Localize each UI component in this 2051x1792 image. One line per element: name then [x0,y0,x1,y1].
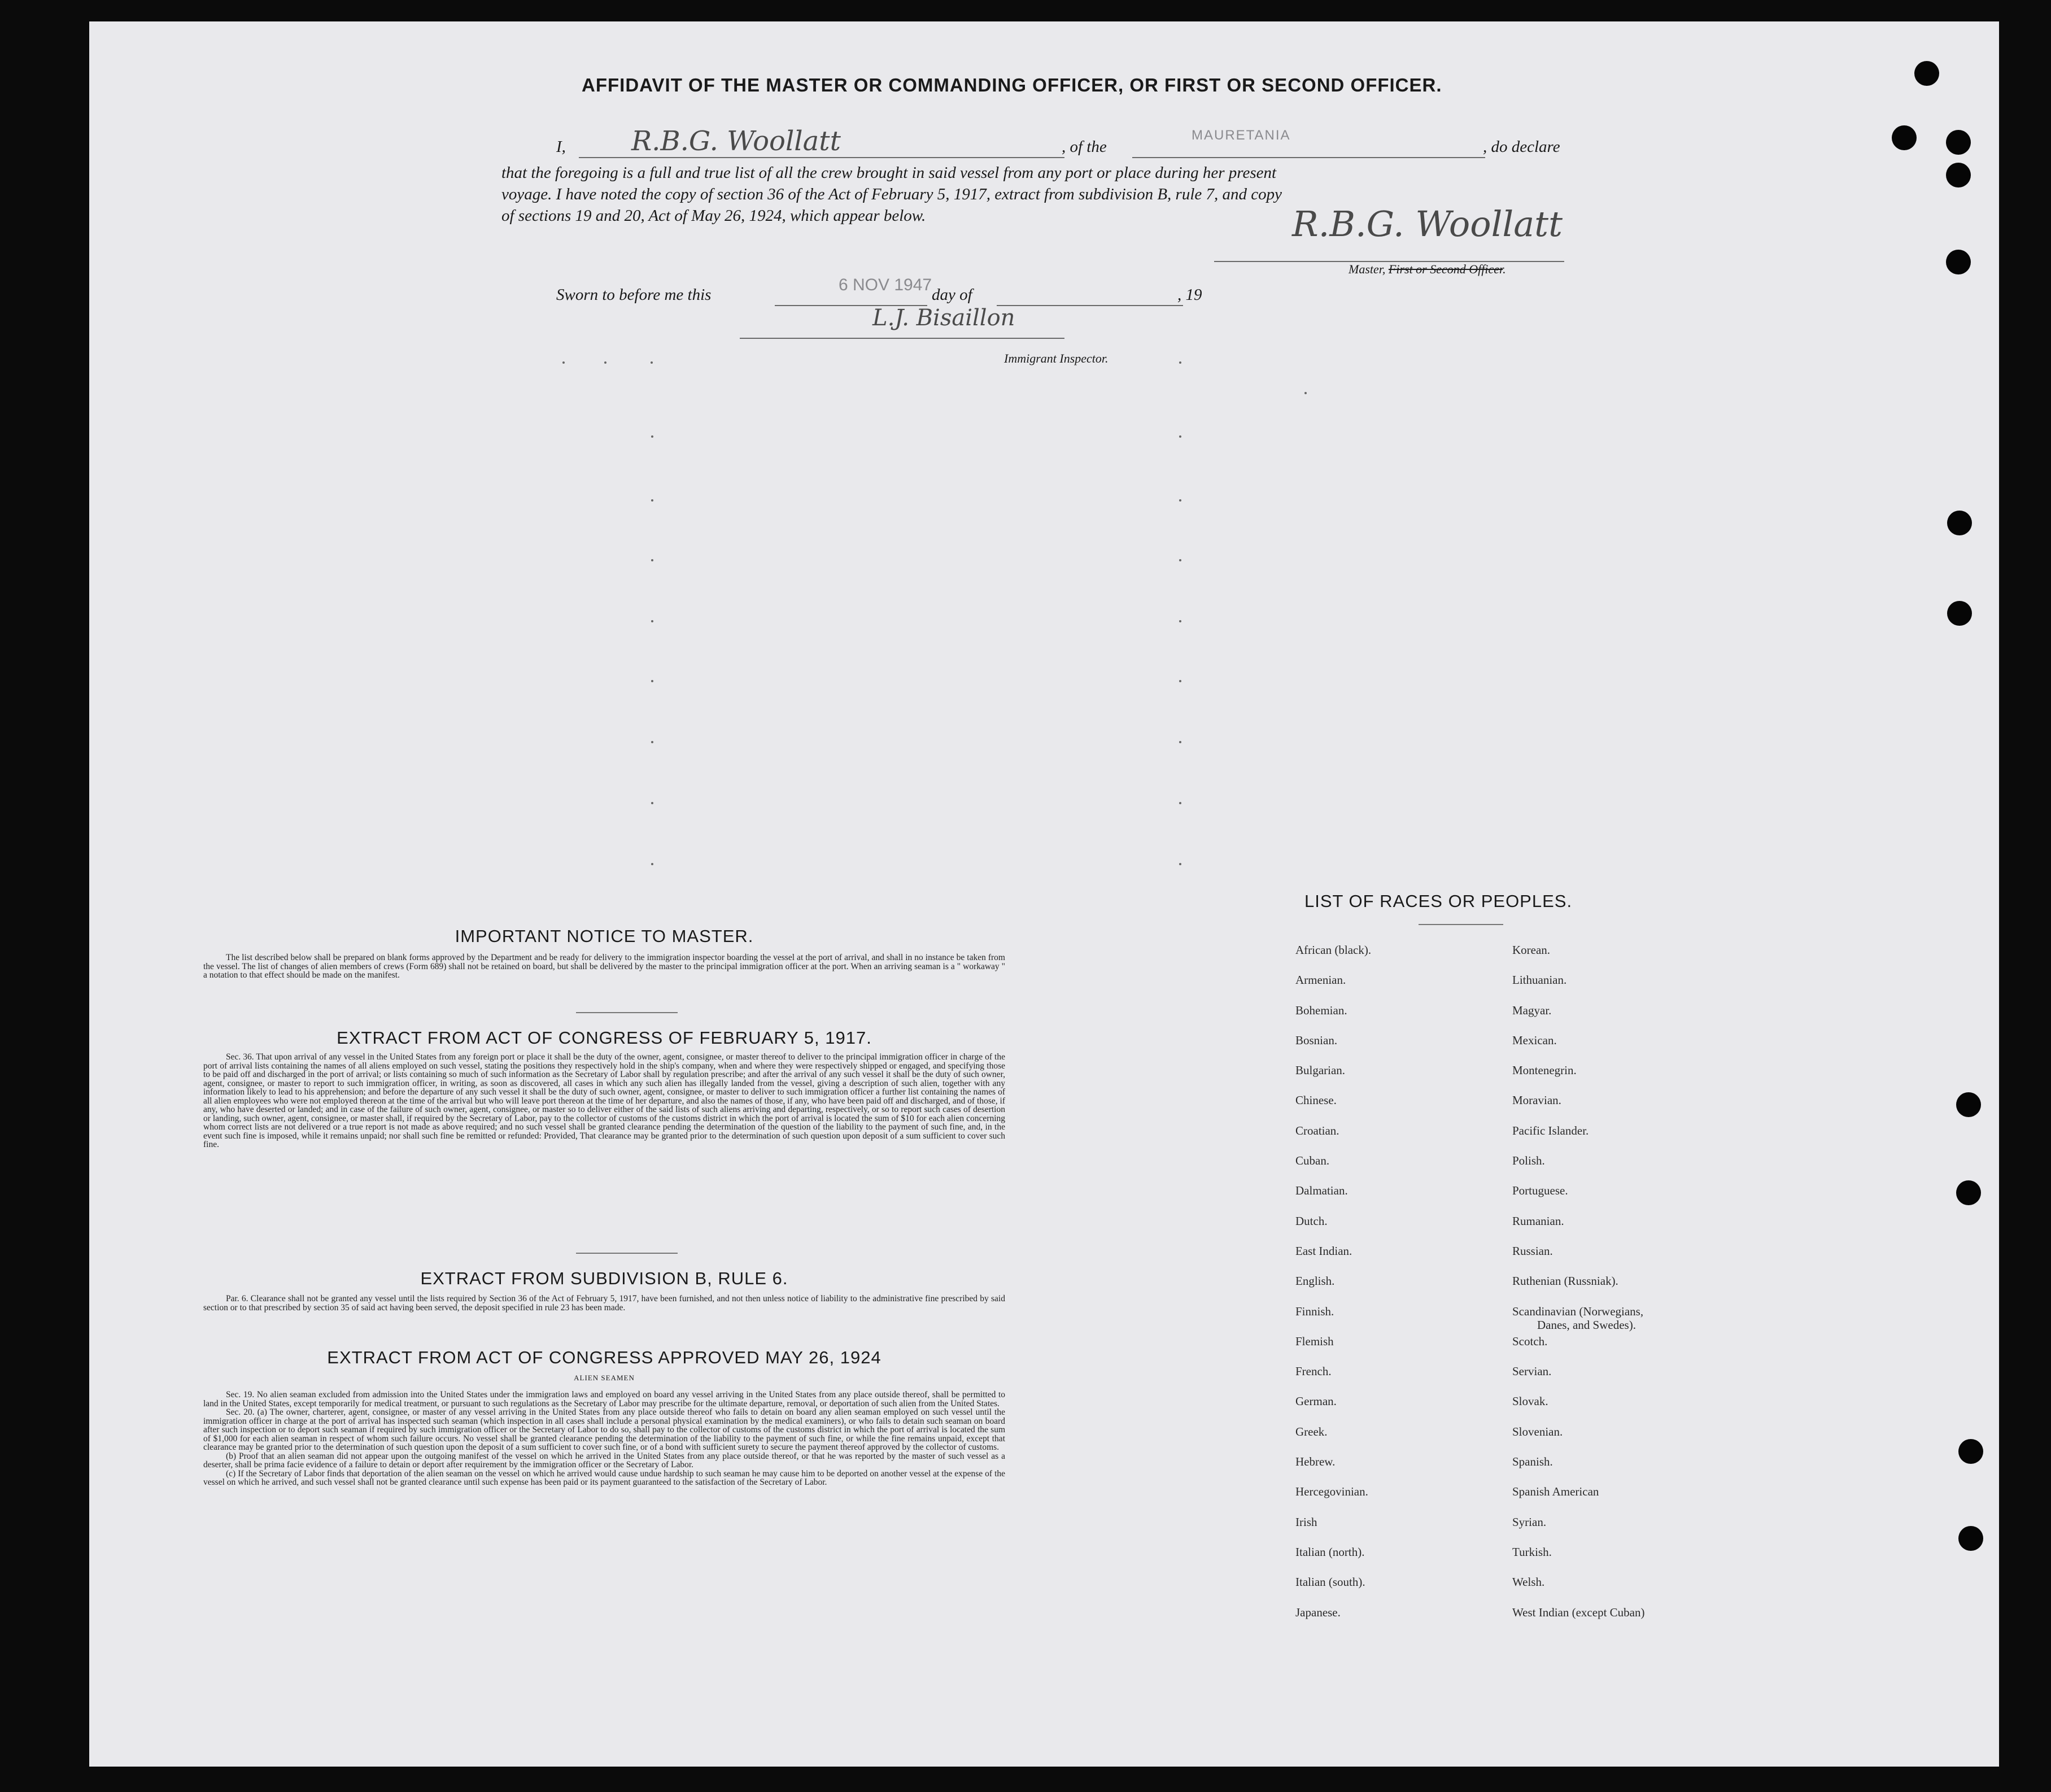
race-item [1295,1606,1371,1636]
master-signature-handwriting: R.B.G. Woollatt [1292,203,1563,245]
signatory-name-handwriting: R.B.G. Woollatt [631,125,841,157]
race-label: East Indian. [1295,1244,1352,1258]
master-title [1349,262,1506,277]
leader-dot [1179,499,1181,502]
notice-paragraph: The list described below shall be prepared on blank forms approved by the Department and be ready for delivery to the immigration inspector boarding the vessel at the port of arrival, and shall in no instance be taken from the vessel. The list of changes of alien members of crews (Form 689) shall not be retained on board, but shall be delivered by the master to the principal immigration officer at the port. When an arriving seaman is a " workaway " a notation to that effect should be made on the manifest. [203,953,1005,980]
race-label: French. [1295,1364,1332,1379]
extract-1924-heading: EXTRACT FROM ACT OF CONGRESS APPROVED MAY 26, 1924 [327,1348,882,1367]
race-item [1512,1364,1644,1394]
affidavit-title: AFFIDAVIT OF THE MASTER OR COMMANDING OFFICER, OR FIRST OR SECOND OFFICER. [582,75,1442,95]
punch-hole [1956,1092,1981,1117]
inspector-signature-line [740,338,1064,339]
race-label: Finnish. [1295,1304,1334,1318]
punch-hole [1892,125,1917,150]
leader-dot [1179,435,1181,438]
race-item [1512,1034,1644,1063]
race-label: Irish [1295,1515,1317,1529]
race-item [1295,1545,1371,1575]
race-item [1295,1425,1371,1455]
race-label: Hebrew. [1295,1455,1336,1469]
race-item [1295,943,1371,973]
race-label: Italian (south). [1295,1575,1365,1589]
race-label: Slovak. [1512,1394,1548,1409]
race-item [1512,1575,1644,1605]
leader-dot [651,361,653,364]
leader-dot [1179,802,1181,804]
punch-hole [1958,1526,1983,1551]
of-the-label: , of the [1062,138,1107,156]
leader-dot [651,863,653,865]
race-label: Magyar. [1512,1003,1552,1017]
race-item [1512,1545,1644,1575]
leader-dot [651,435,653,438]
race-label: Pacific Islander. [1512,1123,1589,1137]
sworn-label: Sworn to before me this [556,286,712,304]
race-label-continuation: Danes, and Swedes). [1537,1318,1636,1332]
race-item [1512,1305,1644,1335]
race-label: West Indian (except Cuban) [1512,1605,1645,1619]
punch-hole [1947,511,1972,535]
race-label: African (black). [1295,943,1372,957]
race-item [1512,1485,1644,1515]
notice-text [203,953,1005,980]
race-item [1295,1305,1371,1335]
race-label: Lithuanian. [1512,973,1567,987]
races-column-2 [1512,943,1644,1636]
day-of-label: day of [932,286,972,304]
punch-hole [1946,163,1971,188]
sec-20a-paragraph: Sec. 20. (a) The owner, charterer, agent, consignee, or master of any vessel arriving in the United States from any place outside thereof who fails to detain on board any alien seaman employed on such vessel until the immigration officer in charge at the port of arrival has inspected such seaman (which inspection in all cases shall include a personal physical examination by the medical examiners), or who fails to detain such seaman on board after such inspection or to deport such seaman if required by such immigration officer or the Secretary of Labor to do so, shall pay to the collector of customs of the customs district in which the port of arrival is located the sum of $1,000 for each alien seaman in respect of whom such failure occurs. No vessel shall be granted clearance pending the determination of the liability to the payment of such fine, or while the fine remains unpaid, except that clearance may be granted prior to the determination of such question upon the deposit of a sum sufficient to cover such fine, or of a bond with sufficient surety to secure the payment thereof approved by the collector of customs. [203,1407,1005,1452]
race-label: Syrian. [1512,1515,1547,1529]
extract-1924-text [203,1390,1005,1487]
race-item [1295,1364,1371,1394]
race-label: Portuguese. [1512,1184,1568,1198]
extract-rule6-heading: EXTRACT FROM SUBDIVISION B, RULE 6. [420,1268,788,1288]
race-item [1512,1004,1644,1034]
race-item [1295,1335,1371,1364]
race-label: Cuban. [1295,1154,1330,1168]
races-title: LIST OF RACES OR PEOPLES. [1304,891,1573,911]
race-item [1295,1124,1371,1154]
do-declare-label: , do declare [1483,138,1560,156]
leader-dot [1304,392,1307,394]
leader-dot [1179,620,1181,622]
race-item [1295,1063,1371,1093]
leader-dot [651,680,653,682]
race-item [1295,1034,1371,1063]
race-item [1512,1606,1644,1636]
race-item [1512,1093,1644,1123]
race-label: Slovenian. [1512,1424,1563,1438]
race-label: German. [1295,1394,1337,1409]
race-item [1512,973,1644,1003]
race-item [1512,1244,1644,1274]
leader-dot [1179,863,1181,865]
race-item [1295,1214,1371,1244]
inspector-signature-handwriting: L.J. Bisaillon [872,305,1015,331]
race-item [1512,1515,1644,1545]
race-label: Spanish American [1512,1485,1599,1499]
extract-rule6-paragraph: Par. 6. Clearance shall not be granted any vessel until the lists required by Section 36 of the Act of February 5, 1917, have been furnished, and not then unless notice of liability to the administrative fine prescribed by said section or to that prescribed by section 35 of said act having been served, the deposit specified in rule 23 has been made. [203,1294,1005,1313]
race-label: Welsh. [1512,1575,1545,1589]
race-label: Rumanian. [1512,1214,1564,1228]
sec-19-paragraph: Sec. 19. No alien seaman excluded from admission into the United States under the immigration laws and employed on board any vessel arriving in the United States from any place outside thereof, shall be permitted to land in the United States, except temporarily for medical treatment, or pursuant to such regulations as the Secretary of Labor may prescribe for the ultimate departure, removal, or deportation of such alien from the United States. [203,1390,1005,1409]
race-item [1512,1425,1644,1455]
race-item [1512,1455,1644,1485]
vessel-fill-line [1132,157,1485,158]
vessel-name-stamp: MAURETANIA [1192,128,1291,143]
leader-dot [1179,741,1181,743]
race-label: Dalmatian. [1295,1184,1348,1198]
extract-1917-text [203,1053,1005,1149]
race-item [1512,1063,1644,1093]
race-item [1295,1244,1371,1274]
section-separator [576,1253,678,1254]
extract-1917-heading: EXTRACT FROM ACT OF CONGRESS OF FEBRUARY 5, 1917. [337,1028,872,1048]
year-prefix-label: , 19 [1177,286,1202,304]
race-item [1295,1154,1371,1184]
race-label: Polish. [1512,1154,1545,1168]
struck-officer-label: First or Second Officer [1388,262,1503,276]
race-item [1512,1394,1644,1424]
extract-rule6-text [203,1294,1005,1312]
race-label: Greek. [1295,1424,1328,1438]
race-label: Turkish. [1512,1545,1552,1559]
master-label: Master, [1349,262,1386,276]
race-label: Bulgarian. [1295,1063,1346,1078]
punch-hole [1958,1439,1983,1464]
race-label: Russian. [1512,1244,1553,1258]
sec-20c-paragraph: (c) If the Secretary of Labor finds that deportation of the alien seaman on the vessel on which he arrived would cause undue hardship to such seaman he may cause him to be deported on another vessel at the expense of the vessel on which he arrived, and such vessel shall not be granted clearance until such expense has been paid or its payment guaranteed to the satisfaction of the Secretary of Labor. [203,1468,1005,1487]
races-title-rule [1419,924,1503,925]
leader-dot [562,361,565,364]
affidavit-body-line-3: of sections 19 and 20, Act of May 26, 1924, which appear below. [501,207,926,225]
race-label: Scandinavian (Norwegians, [1512,1304,1644,1318]
race-label: Ruthenian (Russniak). [1512,1274,1618,1288]
race-label: Mexican. [1512,1033,1557,1047]
race-label: Bohemian. [1295,1003,1347,1017]
inspector-title: Immigrant Inspector. [1004,351,1109,365]
race-label: Korean. [1512,943,1551,957]
leader-dot [1179,559,1181,561]
leader-dot [1179,361,1181,364]
affidavit-body-line-1: that the foregoing is a full and true list of all the crew brought in said vessel from any port or place during her present [501,164,1277,182]
race-item [1512,1335,1644,1364]
race-item [1295,1274,1371,1304]
race-label: Moravian. [1512,1093,1561,1108]
race-item [1295,1575,1371,1605]
month-fill-line [997,305,1183,306]
punch-hole [1956,1180,1981,1205]
race-item [1295,973,1371,1003]
leader-dot [651,620,653,622]
affidavit-body-line-2: voyage. I have noted the copy of section 36 of the Act of February 5, 1917, extract from subdivision B, rule 7, and copy [501,185,1282,203]
leader-dot [651,741,653,743]
leader-dot [604,361,606,364]
punch-hole [1946,130,1971,155]
race-label: Flemish [1295,1334,1334,1348]
affidavit-pronoun: I, [556,138,566,156]
race-item [1512,1214,1644,1244]
race-item [1512,1124,1644,1154]
race-label: Spanish. [1512,1455,1553,1469]
race-item [1295,1004,1371,1034]
race-item [1295,1394,1371,1424]
race-item [1295,1515,1371,1545]
race-label: Croatian. [1295,1123,1339,1137]
race-label: Montenegrin. [1512,1063,1577,1078]
race-item [1512,1184,1644,1214]
race-label: Servian. [1512,1364,1552,1379]
leader-dot [651,559,653,561]
punch-hole [1946,250,1971,274]
race-item [1295,1184,1371,1214]
race-label: Italian (north). [1295,1545,1365,1559]
race-label: Chinese. [1295,1093,1337,1108]
race-item [1295,1455,1371,1485]
master-period: . [1503,262,1506,276]
race-item [1295,1093,1371,1123]
notice-heading: IMPORTANT NOTICE TO MASTER. [455,926,754,946]
name-fill-line [579,157,1064,158]
alien-seamen-subheading: ALIEN SEAMEN [574,1374,635,1382]
race-item [1512,1274,1644,1304]
race-label: Bosnian. [1295,1033,1338,1047]
extract-1917-paragraph: Sec. 36. That upon arrival of any vessel in the United States from any foreign port or place it shall be the duty of the owner, agent, consignee, or master thereof to deliver to the principal immigration officer in charge of the port of arrival lists containing the names of all aliens employed on such vessel, stating the positions they respectively hold in the ship's company, when and where they were respectively shipped or engaged, and specifying those to be paid off and discharged in the port of arrival; or lists containing so much of such information as the Secretary of Labor shall by regulation prescribe; and after the arrival of any such vessel it shall be the duty of such owner, agent, consignee, or master to report to such immigration officer, in writing, as soon as discovered, all cases in which any such alien has illegally landed from the vessel, giving a description of such alien, together with any information likely to lead to his apprehension; and before the departure of any such vessel it shall be the duty of such owner, agent, consignee, or master to deliver to such immigration officer a further list containing the names of all alien employees who were not employed thereon at the time of the arrival but who will leave port thereon at the time of her departure, and also the names of those, if any, who have been paid off and discharged, and of those, if any, who have deserted or landed; and in case of the failure of such owner, agent, consignee, or master so to deliver either of the said lists of such aliens arriving and departing, respectively, or so to report such cases of desertion or landing, such owner, agent, consignee, or master shall, if required by the Secretary of Labor, pay to the collector of customs of the customs district in which the port of arrival is located the sum of $10 for each alien concerning whom correct lists are not delivered or a true report is not made as above required; and no such vessel shall be granted clearance pending the determination of the question of the liability to the payment of such fine, and, in the event such fine is imposed, while it remains unpaid; nor shall such fine be remitted or refunded: Provided, That clearance may be granted prior to the determination of such question upon deposit of a sum sufficient to cover such fine. [203,1052,1005,1149]
race-item [1512,1154,1644,1184]
punch-hole [1947,601,1972,626]
leader-dot [651,499,653,502]
race-label: English. [1295,1274,1335,1288]
race-label: Japanese. [1295,1605,1341,1619]
race-item [1512,943,1644,973]
race-label: Dutch. [1295,1214,1328,1228]
section-separator [576,1012,678,1013]
leader-dot [1179,680,1181,682]
race-label: Scotch. [1512,1334,1548,1348]
leader-dot [651,802,653,804]
race-label: Armenian. [1295,973,1346,987]
race-item [1295,1485,1371,1515]
races-column-1 [1295,943,1371,1636]
race-label: Hercegovinian. [1295,1485,1368,1499]
sworn-date-stamp: 6 NOV 1947 [839,276,932,294]
punch-hole [1914,61,1939,86]
sec-20b-paragraph: (b) Proof that an alien seaman did not appear upon the outgoing manifest of the vessel on which he arrived in the United States from any place outside thereof, or that he was reported by the master of such vessel as a deserter, shall be prima facie evidence of a failure to detain or deport after requirement by the immigration officer or the Secretary of Labor. [203,1451,1005,1470]
document-sheet [89,21,1999,1767]
